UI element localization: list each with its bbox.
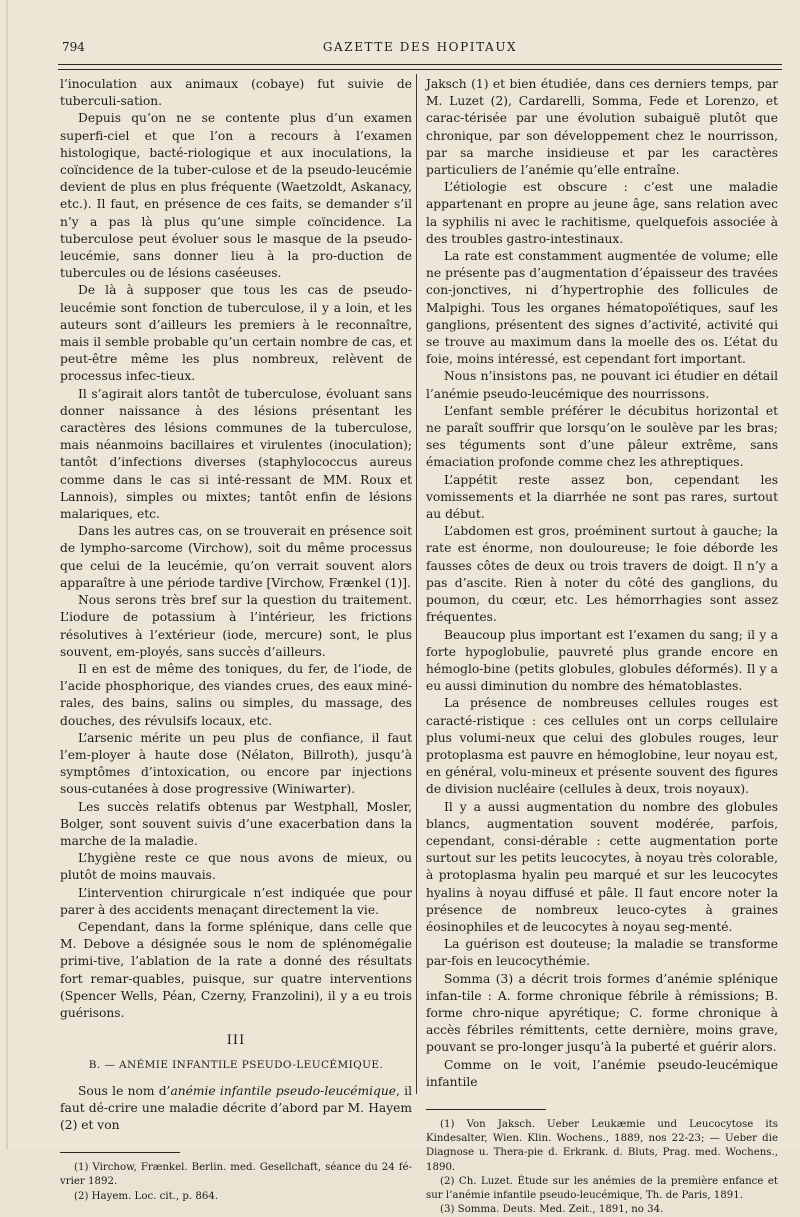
paragraph: L’abdomen est gros, proéminent surtout à gauche; la rate est énorme, non douloureuse; le foie déborde les fausses côtes de deux ou trois travers de doigt. Il n’y a pas d’ascite. Rien à noter du côté des ganglions, du poumon, du cœur, etc. Les hémorrhagies sont assez fréquentes.	[426, 524, 778, 625]
section-intro-paragraph	[60, 1083, 412, 1135]
paragraph: Beaucoup plus important est l’examen du sang; il y a forte hypoglobulie, pauvreté plus grande encore en hémoglo-bine (petits globules, globules déformés). Il y a eu aussi diminution du nombre des hématoblastes.	[426, 627, 778, 694]
footnote: (2) Ch. Luzet. Étude sur les anémies de la première enfance et sur l’anémie infantile pseudo-leucémique, Th. de Paris, 1891.	[426, 1175, 778, 1201]
paragraph: Il y a aussi augmentation du nombre des globules blancs, augmentation souvent modérée, parfois, cependant, consi-dérable : cette augmentation porte surtout sur les petits leucocytes, à noyau très colorable, à protoplasma hyalin peu marqué et sur les leucocytes hyalins à noyau diffusé et pâle. Il faut encore noter la présence de nombreux leuco-cytes à graines éosinophiles et de leucocytes à noyau seg-menté.	[426, 799, 778, 934]
paragraph: L’appétit reste assez bon, cependant les vomissements et la diarrhée ne sont pas rares, surtout au début.	[426, 472, 778, 522]
paragraph: L’étiologie est obscure : c’est une maladie appartenant en propre au jeune âge, sans relation avec la syphilis ni avec le rachitisme, quelquefois associée à des troubles gastro-intestinaux.	[426, 180, 778, 246]
paragraph: Il s’agirait alors tantôt de tuberculose, évoluant sans donner naissance à des lésions présentant les caractères des lésions communes de la tuberculose, mais néanmoins bacillaires et virulentes (inoculation); tantôt d’infections diverses (staphylococcus aureus comme dans le cas si inté-ressant de MM. Roux et Lannois), simples ou mixtes; tantôt enfin de lésions malariques, etc.	[60, 386, 412, 522]
paragraph: L’intervention chirurgicale n’est indiquée que pour parer à des accidents menaçant directement la vie.	[60, 885, 412, 917]
paragraph: Somma (3) a décrit trois formes d’anémie splénique infan-tile : A. forme chronique fébrile à rémissions; B. forme chro-nique apyrétique; C. forme chronique à accès fébriles rémittents, cette dernière, moins grave, pouvant se pro-longer jusqu’à la puberté et guérir alors.	[426, 971, 778, 1055]
paragraph: Comme on le voit, l’anémie pseudo-leucémique infantile	[426, 1057, 778, 1089]
right-footnotes	[426, 1118, 778, 1217]
left-column	[60, 76, 412, 1204]
paragraph: Dans les autres cas, on se trouverait en présence soit de lympho-sarcome (Virchow), soit du même processus que celui de la leucémie, qu’on verrait souvent alors apparaître à une période tardive [Virchow, Frænkel (1)].	[60, 524, 412, 590]
section-title: B. — ANÉMIE INFANTILE PSEUDO-LEUCÉMIQUE.	[88, 1059, 384, 1072]
footnote: (1) Virchow, Frænkel. Berlin. med. Gesellchaft, séance du 24 fé-vrier 1892.	[60, 1162, 412, 1188]
intro-text-a: Sous le nom d’	[78, 1083, 171, 1098]
footnote-rule	[426, 1109, 546, 1110]
footnote-rule	[60, 1152, 180, 1153]
paragraph: La rate est constamment augmentée de volume; elle ne présente pas d’augmentation d’épaisseur des travées con-jonctives, ni d’hypertrophie des follicules de Malpighi. Tous les organes hématopoïétiques, sauf les ganglions, présentent des signes d’activité, activité qui se trouve au maximum dans la moelle des os. L’état du foie, moins intéressé, est cependant fort important.	[426, 249, 778, 367]
footnote: (1) Von Jaksch. Ueber Leukæmie und Leucocytose its Kindesalter, Wien. Klin. Wochens., 1889, nos 22-23; — Ueber die Diagnose u. Thera-pie d. Erkrank. d. Bluts, Prag. med. Wochens., 1890.	[426, 1118, 778, 1173]
paragraph: De là à supposer que tous les cas de pseudo-leucémie sont fonction de tuberculose, il y a loin, et les auteurs sont d’ailleurs les premiers à le reconnaître, mais il semble probable qu’un certain nombre de cas, et peut-être même les plus nombreux, relèvent de processus infec-tieux.	[60, 283, 412, 384]
column-divider	[416, 74, 417, 1094]
paragraph: La présence de nombreuses cellules rouges est caracté-ristique : ces cellules ont un corps cellulaire plus volumi-neux que celui des globules rouges, leur protoplasma est pauvre en hémoglobine, leur noyau est, en général, volu-mineux et présente souvent des figures de division nucléaire (cellules à deux, trois noyaux).	[426, 696, 778, 797]
paragraph: Jaksch (1) et bien étudiée, dans ces derniers temps, par M. Luzet (2), Cardarelli, Somma, Fede et Lorenzo, et carac-térisée par une évolution subaiguë plutôt que chronique, par son développement chez le nourrisson, par sa marche insidieuse et par les caractères particuliers de l’anémie qu’elle entraîne.	[426, 77, 778, 178]
section-number: III	[226, 1033, 246, 1049]
paragraph: Nous n’insistons pas, ne pouvant ici étudier en détail l’anémie pseudo-leucémique des nourrissons.	[426, 369, 778, 401]
paragraph: Cependant, dans la forme splénique, dans celle que M. Debove a désignée sous le nom de splénomégalie primi-tive, l’ablation de la rate a donné des résultats fort remar-quables, puisque, sur quatre interventions (Spencer Wells, Péan, Czerny, Franzolini), il y a eu trois guérisons.	[60, 919, 412, 1020]
paragraph: Depuis qu’on ne se contente plus d’un examen superfi-ciel et que l’on a recours à l’examen histologique, bacté-riologique et aux inoculations, la coïncidence de la tuber-culose et de la pseudo-leucémie devient de plus en plus fréquente (Waetzoldt, Askanacy, etc.). Il faut, en présence de ces faits, se demander s’il n’y a pas là plus qu’une simple coïncidence. La tuberculose peut évoluer sous le masque de la pseudo-leucémie, sans donner lieu à la pro-duction de tubercules ou de lésions caséeuses.	[60, 111, 412, 281]
paragraph: Il en est de même des toniques, du fer, de l’iode, de l’acide phosphorique, des viandes crues, des eaux miné-rales, des bains, salins ou simples, du massage, des douches, des révulsifs locaux, etc.	[60, 661, 412, 728]
right-column	[426, 76, 778, 1217]
page-number: 794	[62, 40, 85, 54]
paragraph: L’hygiène reste ce que nous avons de mieux, ou plutôt de moins mauvais.	[60, 851, 412, 883]
footnote: (3) Somma. Deuts. Med. Zeit., 1891, no 34.	[440, 1204, 664, 1216]
footnote: (2) Hayem. Loc. cit., p. 864.	[74, 1190, 219, 1202]
header-rule	[58, 64, 782, 70]
binding-edge	[6, 0, 8, 1149]
paragraph: L’arsenic mérite un peu plus de confiance, il faut l’em-ployer à haute dose (Nélaton, Billroth), jusqu’à symptômes d’intoxication, ou encore par injections sous-cutanées à dose progressive (Winiwarter).	[60, 730, 412, 797]
paragraph: Nous serons très bref sur la question du traitement. L’iodure de potassium à l’intérieur, les frictions résolutives à l’extérieur (iode, mercure) sont, le plus souvent, em-ployés, sans succès d’ailleurs.	[60, 593, 412, 659]
paragraph: L’enfant semble préférer le décubitus horizontal et ne paraît souffrir que lorsqu’on le soulève par les bras; ses téguments sont d’une pâleur extrême, sans émaciation profonde comme chez les athreptiques.	[426, 403, 778, 470]
page-header	[58, 40, 782, 60]
left-footnotes	[60, 1161, 412, 1204]
paragraph: Les succès relatifs obtenus par Westphall, Mosler, Bolger, sont souvent suivis d’une exacerbation dans la marche de la maladie.	[60, 799, 412, 848]
paragraph: l’inoculation aux animaux (cobaye) fut suivie de tuberculi-sation.	[60, 77, 412, 109]
paragraph: La guérison est douteuse; la maladie se transforme par-fois en leucocythémie.	[426, 937, 778, 969]
running-title: GAZETTE DES HOPITAUX	[322, 40, 518, 54]
intro-term: anémie infantile pseudo-leucémique	[170, 1083, 397, 1098]
intro-text-b: , il faut dé-crire une maladie décrite d’abord par M. Hayem (2) et von	[60, 1083, 412, 1132]
